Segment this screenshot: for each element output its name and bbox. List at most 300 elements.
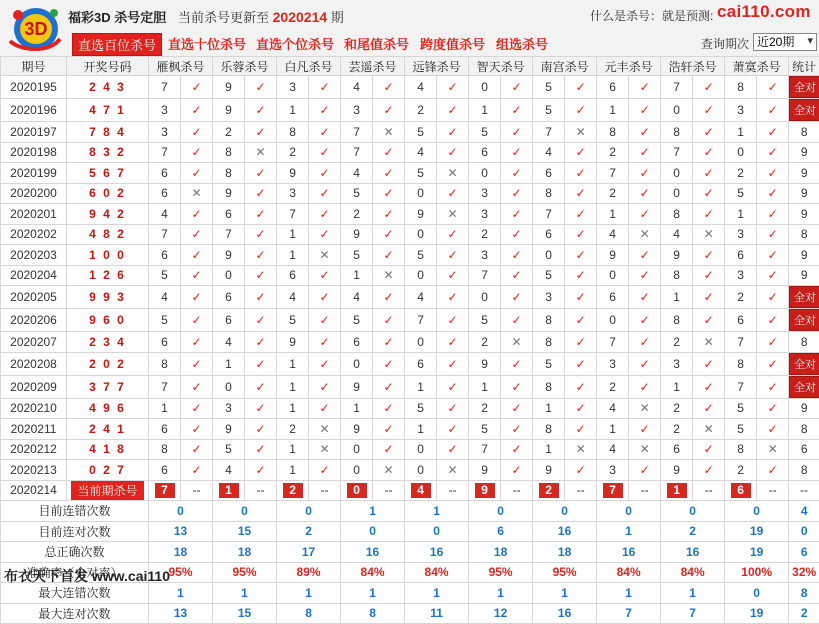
check-icon: ✓: [629, 286, 661, 309]
kill-number-cell: 3: [149, 122, 181, 143]
check-icon: ✓: [757, 183, 789, 204]
kill-number-cell: 0: [661, 163, 693, 184]
kill-number-cell: 1: [341, 265, 373, 286]
stat-cell: [789, 224, 819, 245]
summary-value: 0: [149, 501, 213, 522]
kill-number-cell: 0: [405, 439, 437, 460]
summary-value: 0: [725, 583, 789, 604]
kill-number-cell: 1: [149, 398, 181, 419]
check-icon: ✓: [757, 224, 789, 245]
current-dash-cell: --: [501, 480, 533, 501]
check-icon: ✓: [629, 99, 661, 122]
stat-value: 9: [801, 186, 808, 200]
current-dash-cell: --: [309, 480, 341, 501]
current-pred-badge: 9: [475, 483, 495, 498]
check-icon: ✓: [245, 419, 277, 440]
summary-value: 2: [277, 521, 341, 542]
tab-tens-kill[interactable]: 直选十位杀号: [168, 34, 246, 53]
cross-icon: ✕: [565, 439, 597, 460]
kill-number-cell: 1: [469, 99, 501, 122]
kill-number-cell: 6: [533, 224, 565, 245]
issue-cell: 2020204: [1, 265, 67, 286]
draw-number-cell: 3 7 7: [67, 375, 149, 398]
kill-number-cell: 7: [149, 76, 181, 99]
table-row: [1, 309, 819, 332]
issue-cell: 2020208: [1, 352, 67, 375]
stat-cell: [789, 142, 819, 163]
summary-value: 15: [213, 521, 277, 542]
all-correct-badge: 全对: [789, 99, 819, 121]
kill-table: [0, 56, 819, 624]
issue-cell: 2020210: [1, 398, 67, 419]
current-pred-cell: [469, 480, 501, 501]
summary-value: 1: [661, 583, 725, 604]
column-header: 远锋杀号: [405, 57, 469, 76]
check-icon: ✓: [757, 245, 789, 266]
kill-number-cell: 6: [149, 419, 181, 440]
cross-icon: ✕: [693, 332, 725, 353]
summary-value: 0: [533, 501, 597, 522]
kill-number-cell: 1: [277, 352, 309, 375]
kill-number-cell: 4: [341, 76, 373, 99]
issue-cell: 2020200: [1, 183, 67, 204]
cross-icon: ✕: [437, 204, 469, 225]
check-icon: ✓: [565, 183, 597, 204]
summary-value: 1: [597, 521, 661, 542]
period-select[interactable]: [753, 33, 817, 51]
what-is-kill-link[interactable]: 什么是杀号：就是预测:: [590, 7, 713, 24]
stat-cell: [789, 332, 819, 353]
tab-group-kill[interactable]: 组选杀号: [496, 34, 548, 53]
check-icon: ✓: [501, 265, 533, 286]
all-correct-badge: 全对: [789, 286, 819, 308]
kill-number-cell: 1: [277, 224, 309, 245]
check-icon: ✓: [373, 183, 405, 204]
issue-cell: 2020206: [1, 309, 67, 332]
kill-number-cell: 1: [533, 398, 565, 419]
issue-cell: 2020196: [1, 99, 67, 122]
draw-number-cell: 9 4 2: [67, 204, 149, 225]
kill-number-cell: 2: [341, 204, 373, 225]
site-url[interactable]: cai110.com: [717, 2, 811, 22]
kill-number-cell: 0: [661, 99, 693, 122]
check-icon: ✓: [501, 163, 533, 184]
kill-number-cell: 0: [405, 183, 437, 204]
summary-value: 7: [597, 603, 661, 624]
check-icon: ✓: [629, 265, 661, 286]
kill-number-cell: 1: [277, 460, 309, 481]
kill-number-cell: 4: [149, 204, 181, 225]
summary-value: 1: [469, 583, 533, 604]
check-icon: ✓: [181, 224, 213, 245]
summary-value: 1: [149, 583, 213, 604]
stat-cell: [789, 352, 819, 375]
check-icon: ✓: [693, 375, 725, 398]
draw-number-cell: 5 6 7: [67, 163, 149, 184]
table-row: [1, 286, 819, 309]
summary-value: 0: [405, 521, 469, 542]
kill-number-cell: 4: [597, 439, 629, 460]
summary-value: 1: [213, 583, 277, 604]
stat-value: 9: [801, 401, 808, 415]
cross-icon: ✕: [437, 163, 469, 184]
header-bar: [0, 0, 819, 56]
check-icon: ✓: [245, 163, 277, 184]
cross-icon: ✕: [629, 439, 661, 460]
check-icon: ✓: [693, 76, 725, 99]
check-icon: ✓: [373, 352, 405, 375]
kill-number-cell: 3: [213, 398, 245, 419]
check-icon: ✓: [245, 224, 277, 245]
check-icon: ✓: [437, 309, 469, 332]
kill-number-cell: 8: [661, 265, 693, 286]
issue-cell: 2020198: [1, 142, 67, 163]
kill-number-cell: 8: [725, 352, 757, 375]
check-icon: ✓: [757, 265, 789, 286]
kill-number-cell: 9: [469, 352, 501, 375]
check-icon: ✓: [565, 352, 597, 375]
kill-number-cell: 2: [469, 332, 501, 353]
current-pred-cell: [341, 480, 373, 501]
current-dash-cell: --: [181, 480, 213, 501]
app-title: 福彩3D 杀号定胆: [68, 7, 166, 26]
column-header: 芸遥杀号: [341, 57, 405, 76]
check-icon: ✓: [437, 265, 469, 286]
check-icon: ✓: [437, 439, 469, 460]
check-icon: ✓: [437, 332, 469, 353]
kill-number-cell: 8: [213, 163, 245, 184]
check-icon: ✓: [501, 183, 533, 204]
kill-number-cell: 6: [213, 309, 245, 332]
check-icon: ✓: [437, 352, 469, 375]
check-icon: ✓: [245, 99, 277, 122]
check-icon: ✓: [309, 332, 341, 353]
period-select-value: 近20期: [754, 35, 794, 49]
kill-number-cell: 4: [597, 224, 629, 245]
check-icon: ✓: [437, 76, 469, 99]
summary-value: 8: [277, 603, 341, 624]
kill-number-cell: 0: [661, 183, 693, 204]
footer-watermark: [0, 564, 170, 588]
summary-label: 最大连对次数: [1, 603, 149, 624]
kill-number-cell: 9: [213, 419, 245, 440]
kill-number-cell: 9: [341, 375, 373, 398]
check-icon: ✓: [181, 142, 213, 163]
stat-cell: [789, 398, 819, 419]
cross-icon: ✕: [501, 332, 533, 353]
summary-value: 17: [277, 542, 341, 563]
summary-value: 2: [661, 521, 725, 542]
tab-hundreds-kill[interactable]: 直选百位杀号: [72, 33, 162, 56]
summary-value: 1: [405, 583, 469, 604]
check-icon: ✓: [565, 224, 597, 245]
check-icon: ✓: [501, 309, 533, 332]
check-icon: ✓: [629, 460, 661, 481]
kill-number-cell: 2: [469, 224, 501, 245]
check-icon: ✓: [693, 122, 725, 143]
kill-number-cell: 0: [213, 375, 245, 398]
draw-number-cell: 2 4 3: [67, 76, 149, 99]
tab-sum-tail-kill[interactable]: 和尾值杀号: [344, 34, 409, 53]
summary-label: 目前连对次数: [1, 521, 149, 542]
check-icon: ✓: [181, 245, 213, 266]
kill-number-cell: 1: [277, 99, 309, 122]
check-icon: ✓: [693, 204, 725, 225]
check-icon: ✓: [757, 398, 789, 419]
check-icon: ✓: [309, 99, 341, 122]
kill-number-cell: 7: [533, 122, 565, 143]
check-icon: ✓: [245, 183, 277, 204]
check-icon: ✓: [437, 99, 469, 122]
kill-number-cell: 6: [149, 163, 181, 184]
kill-number-cell: 3: [597, 352, 629, 375]
stat-value: 9: [801, 207, 808, 221]
stat-cell: [789, 419, 819, 440]
tab-span-kill[interactable]: 跨度值杀号: [420, 34, 485, 53]
column-header: 统计: [789, 57, 819, 76]
kill-number-cell: 2: [661, 398, 693, 419]
kill-number-cell: 8: [533, 419, 565, 440]
kill-number-cell: 1: [405, 375, 437, 398]
update-issue: 2020214: [273, 9, 328, 25]
kill-number-cell: 7: [405, 309, 437, 332]
stat-cell: [789, 204, 819, 225]
check-icon: ✓: [309, 375, 341, 398]
kill-number-cell: 3: [149, 99, 181, 122]
summary-row: [1, 501, 819, 522]
kill-number-cell: 0: [213, 265, 245, 286]
summary-value: 16: [597, 542, 661, 563]
kill-number-cell: 5: [405, 122, 437, 143]
check-icon: ✓: [373, 204, 405, 225]
current-pred-badge: 4: [411, 483, 431, 498]
check-icon: ✓: [437, 286, 469, 309]
check-icon: ✓: [629, 375, 661, 398]
kill-number-cell: 6: [597, 76, 629, 99]
check-icon: ✓: [181, 460, 213, 481]
kill-number-cell: 9: [213, 99, 245, 122]
kill-number-cell: 3: [469, 245, 501, 266]
summary-stat: 6: [789, 542, 819, 563]
cross-icon: ✕: [373, 460, 405, 481]
summary-value: 89%: [277, 562, 341, 583]
summary-value: 11: [405, 603, 469, 624]
kill-number-cell: 6: [405, 352, 437, 375]
cross-icon: ✕: [629, 224, 661, 245]
kill-number-cell: 4: [405, 286, 437, 309]
issue-cell: 2020205: [1, 286, 67, 309]
kill-number-cell: 5: [405, 398, 437, 419]
issue-cell: 2020207: [1, 332, 67, 353]
check-icon: ✓: [565, 286, 597, 309]
summary-value: 6: [469, 521, 533, 542]
kill-number-cell: 6: [149, 183, 181, 204]
check-icon: ✓: [757, 332, 789, 353]
stat-cell: [789, 99, 819, 122]
kill-number-cell: 0: [341, 460, 373, 481]
kill-number-cell: 2: [469, 398, 501, 419]
check-icon: ✓: [501, 398, 533, 419]
kill-number-cell: 2: [405, 99, 437, 122]
draw-number-cell: 4 7 1: [67, 99, 149, 122]
check-icon: ✓: [309, 76, 341, 99]
kill-number-cell: 3: [725, 224, 757, 245]
summary-value: 7: [661, 603, 725, 624]
current-label-cell: [67, 480, 149, 501]
summary-value: 19: [725, 521, 789, 542]
check-icon: ✓: [181, 122, 213, 143]
kill-number-cell: 5: [533, 352, 565, 375]
summary-value: 84%: [597, 562, 661, 583]
cross-icon: ✕: [437, 460, 469, 481]
cross-icon: ✕: [309, 439, 341, 460]
kill-number-cell: 5: [405, 245, 437, 266]
check-icon: ✓: [437, 142, 469, 163]
check-icon: ✓: [245, 122, 277, 143]
kill-number-cell: 7: [469, 439, 501, 460]
kill-number-cell: 9: [213, 183, 245, 204]
cross-icon: ✕: [629, 398, 661, 419]
kill-number-cell: 7: [597, 332, 629, 353]
kill-number-cell: 4: [533, 142, 565, 163]
kill-number-cell: 5: [533, 76, 565, 99]
check-icon: ✓: [309, 398, 341, 419]
check-icon: ✓: [629, 163, 661, 184]
issue-cell: 2020209: [1, 375, 67, 398]
column-header: 白凡杀号: [277, 57, 341, 76]
kill-number-cell: 5: [405, 163, 437, 184]
stat-cell: [789, 286, 819, 309]
kill-number-cell: 1: [277, 375, 309, 398]
kill-number-cell: 4: [213, 332, 245, 353]
current-pred-badge: 0: [347, 483, 367, 498]
summary-value: 16: [405, 542, 469, 563]
check-icon: ✓: [757, 76, 789, 99]
kill-number-cell: 5: [469, 122, 501, 143]
stat-value: 8: [801, 335, 808, 349]
kill-number-cell: 6: [725, 309, 757, 332]
kill-number-cell: 9: [277, 163, 309, 184]
kill-number-cell: 5: [341, 245, 373, 266]
stat-value: 9: [801, 145, 808, 159]
check-icon: ✓: [629, 122, 661, 143]
cross-icon: ✕: [309, 245, 341, 266]
table-row: [1, 163, 819, 184]
check-icon: ✓: [245, 439, 277, 460]
check-icon: ✓: [757, 122, 789, 143]
kill-number-cell: 9: [213, 76, 245, 99]
kill-number-cell: 7: [149, 224, 181, 245]
draw-number-cell: 9 9 3: [67, 286, 149, 309]
kill-number-cell: 0: [725, 142, 757, 163]
check-icon: ✓: [693, 352, 725, 375]
kill-number-cell: 5: [469, 419, 501, 440]
kill-number-cell: 4: [341, 286, 373, 309]
kill-number-cell: 5: [149, 309, 181, 332]
summary-value: 18: [149, 542, 213, 563]
summary-value: 95%: [469, 562, 533, 583]
current-dash-cell: --: [437, 480, 469, 501]
summary-row: [1, 521, 819, 542]
kill-number-cell: 1: [469, 375, 501, 398]
check-icon: ✓: [629, 142, 661, 163]
draw-number-cell: 2 3 4: [67, 332, 149, 353]
check-icon: ✓: [501, 99, 533, 122]
stat-cell: [789, 245, 819, 266]
tab-units-kill[interactable]: 直选个位杀号: [256, 34, 334, 53]
update-suffix: 期: [331, 10, 344, 25]
table-row: [1, 245, 819, 266]
check-icon: ✓: [373, 99, 405, 122]
draw-number-cell: 9 6 0: [67, 309, 149, 332]
check-icon: ✓: [501, 76, 533, 99]
table-row: [1, 99, 819, 122]
stat-cell: [789, 163, 819, 184]
kill-number-cell: 5: [341, 309, 373, 332]
check-icon: ✓: [757, 460, 789, 481]
check-icon: ✓: [565, 99, 597, 122]
check-icon: ✓: [629, 76, 661, 99]
kill-number-cell: 2: [597, 183, 629, 204]
current-row: [1, 480, 819, 501]
table-row: [1, 224, 819, 245]
summary-stat: 2: [789, 603, 819, 624]
check-icon: ✓: [693, 309, 725, 332]
check-icon: ✓: [309, 142, 341, 163]
table-row: [1, 122, 819, 143]
check-icon: ✓: [629, 309, 661, 332]
all-correct-badge: 全对: [789, 376, 819, 398]
table-row: [1, 419, 819, 440]
kill-number-cell: 7: [725, 332, 757, 353]
check-icon: ✓: [309, 163, 341, 184]
kill-number-cell: 0: [341, 352, 373, 375]
check-icon: ✓: [309, 122, 341, 143]
check-icon: ✓: [309, 204, 341, 225]
check-icon: ✓: [693, 265, 725, 286]
summary-value: 84%: [661, 562, 725, 583]
check-icon: ✓: [757, 204, 789, 225]
check-icon: ✓: [181, 398, 213, 419]
kill-number-cell: 8: [533, 309, 565, 332]
kill-number-cell: 7: [341, 122, 373, 143]
check-icon: ✓: [245, 309, 277, 332]
draw-number-cell: 7 8 4: [67, 122, 149, 143]
issue-cell: 2020212: [1, 439, 67, 460]
kill-number-cell: 5: [341, 183, 373, 204]
summary-value: 95%: [149, 562, 213, 583]
kill-number-cell: 6: [469, 142, 501, 163]
kill-number-cell: 4: [213, 460, 245, 481]
kill-number-cell: 6: [597, 286, 629, 309]
check-icon: ✓: [437, 419, 469, 440]
kill-number-cell: 8: [661, 204, 693, 225]
kill-number-cell: 7: [533, 204, 565, 225]
check-icon: ✓: [565, 460, 597, 481]
kill-number-cell: 3: [661, 352, 693, 375]
column-header: 浩轩杀号: [661, 57, 725, 76]
stat-value: 8: [801, 125, 808, 139]
kill-number-cell: 2: [277, 142, 309, 163]
kill-number-cell: 8: [533, 332, 565, 353]
check-icon: ✓: [757, 286, 789, 309]
check-icon: ✓: [501, 439, 533, 460]
summary-value: 16: [341, 542, 405, 563]
current-pred-cell: [213, 480, 245, 501]
check-icon: ✓: [181, 419, 213, 440]
check-icon: ✓: [693, 163, 725, 184]
check-icon: ✓: [373, 286, 405, 309]
